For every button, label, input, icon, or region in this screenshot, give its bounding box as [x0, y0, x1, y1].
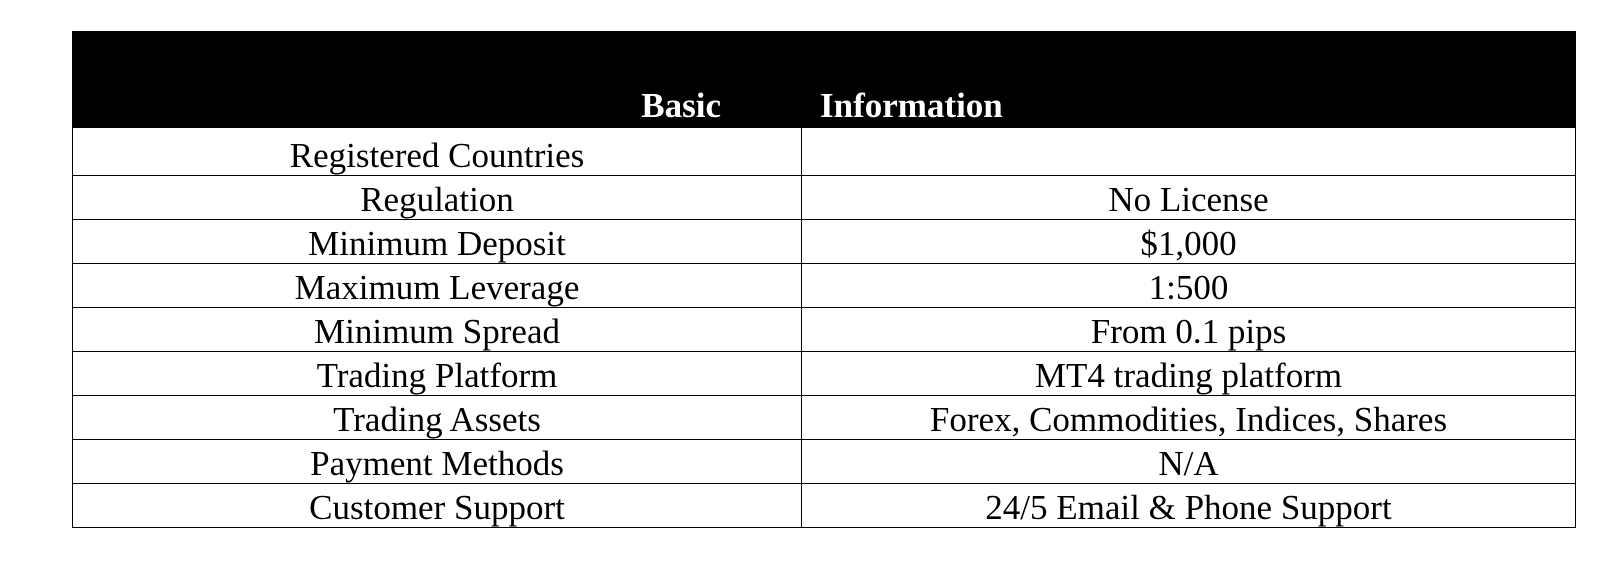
- row-value: $1,000: [802, 220, 1576, 264]
- row-value: MT4 trading platform: [802, 352, 1576, 396]
- row-label: Minimum Spread: [73, 308, 802, 352]
- header-information: Information: [802, 32, 1576, 128]
- table-row: [73, 308, 1576, 352]
- row-value: 1:500: [802, 264, 1576, 308]
- row-value: [802, 128, 1576, 176]
- row-label: Registered Countries: [73, 128, 802, 176]
- table-row: [73, 440, 1576, 484]
- row-label: Trading Platform: [73, 352, 802, 396]
- table-row: [73, 220, 1576, 264]
- table-row: [73, 352, 1576, 396]
- row-value: 24/5 Email & Phone Support: [802, 484, 1576, 528]
- table-row: [73, 396, 1576, 440]
- row-label: Trading Assets: [73, 396, 802, 440]
- table-row: [73, 484, 1576, 528]
- header-basic: Basic: [73, 32, 802, 128]
- row-value: No License: [802, 176, 1576, 220]
- row-label: Customer Support: [73, 484, 802, 528]
- row-label: Minimum Deposit: [73, 220, 802, 264]
- row-value: From 0.1 pips: [802, 308, 1576, 352]
- table-row: [73, 128, 1576, 176]
- table-row: [73, 264, 1576, 308]
- row-label: Regulation: [73, 176, 802, 220]
- row-label: Maximum Leverage: [73, 264, 802, 308]
- table-header-row: [73, 32, 1576, 128]
- row-label: Payment Methods: [73, 440, 802, 484]
- row-value: N/A: [802, 440, 1576, 484]
- basic-information-table: [72, 31, 1576, 528]
- table-row: [73, 176, 1576, 220]
- row-value: Forex, Commodities, Indices, Shares: [802, 396, 1576, 440]
